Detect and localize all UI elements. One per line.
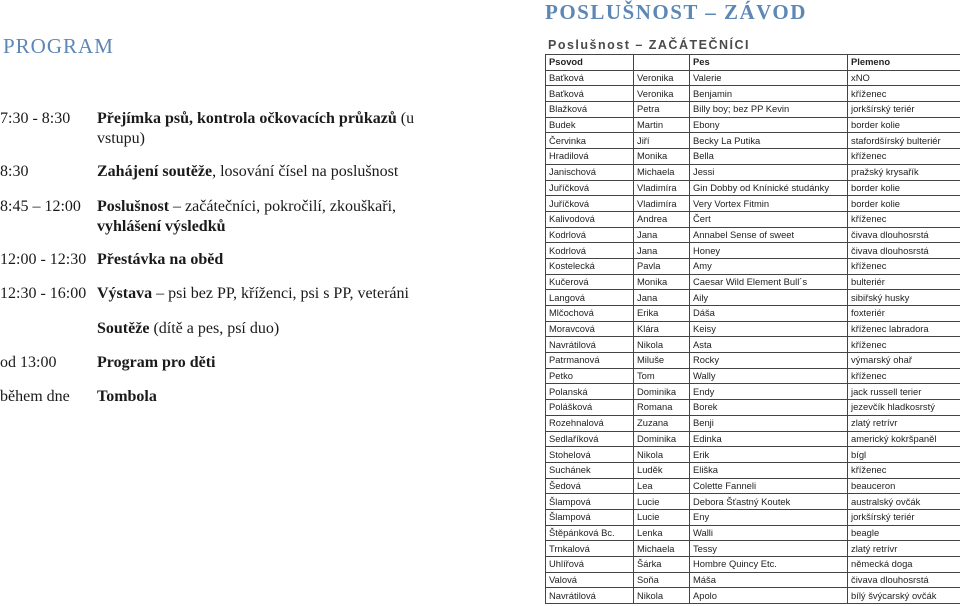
handler-firstname-cell: Petra [634,102,690,118]
handler-surname-cell: Valová [546,572,634,588]
handler-surname-cell: Juříčková [546,180,634,196]
dog-name-cell: Eny [690,509,848,525]
handler-surname-cell: Kalivodová [546,211,634,227]
table-row [546,509,960,525]
handler-surname-cell: Hradilová [546,149,634,165]
breed-cell: výmarský ohař [848,353,960,369]
handler-surname-cell: Polanská [546,384,634,400]
dog-name-cell: Walli [690,525,848,541]
handler-firstname-cell: Šárka [634,557,690,573]
breed-cell: stafordšírský bulteriér [848,133,960,149]
dog-name-cell: Valerie [690,70,848,86]
handler-firstname-cell: Lucie [634,509,690,525]
breed-cell: bígl [848,447,960,463]
program-time: 8:30 [0,163,29,180]
breed-cell: kříženec [848,86,960,102]
breed-cell: čivava dlouhosrstá [848,227,960,243]
breed-cell: sibiřský husky [848,290,960,306]
table-row [546,227,960,243]
handler-firstname-cell: Michaela [634,164,690,180]
handler-firstname-cell: Lea [634,478,690,494]
handler-firstname-cell: Vladimíra [634,180,690,196]
dog-name-cell: Gin Dobby od Knínické studánky [690,180,848,196]
table-row [546,337,960,353]
handler-surname-cell: Juříčková [546,196,634,212]
program-desc: Výstava – psi bez PP, kříženci, psi s PP, veteráni [97,285,409,302]
handler-surname-cell: Baťková [546,70,634,86]
handler-surname-cell: Navrátilová [546,337,634,353]
handler-firstname-cell: Soňa [634,572,690,588]
breed-cell: jorkšírský teriér [848,509,960,525]
participants-table [545,54,960,604]
breed-cell: zlatý retrívr [848,415,960,431]
dog-name-cell: Caesar Wild Element Bull´s [690,274,848,290]
handler-surname-cell: Navrátilová [546,588,634,604]
dog-name-cell: Becky La Putika [690,133,848,149]
breed-cell: bílý švýcarský ovčák [848,588,960,604]
handler-firstname-cell: Zuzana [634,415,690,431]
dog-name-cell: Aily [690,290,848,306]
dog-name-cell: Máša [690,572,848,588]
handler-firstname-cell: Nikola [634,337,690,353]
breed-cell: beauceron [848,478,960,494]
dog-name-cell: Endy [690,384,848,400]
handler-surname-cell: Šedová [546,478,634,494]
table-row [546,368,960,384]
dog-name-cell: Honey [690,243,848,259]
dog-name-cell: Benjamin [690,86,848,102]
program-desc: Přestávka na oběd [97,251,224,268]
results-title: POSLUŠNOST – ZÁVOD [545,0,807,24]
breed-cell: kříženec [848,337,960,353]
handler-firstname-cell: Michaela [634,541,690,557]
handler-firstname-cell: Nikola [634,588,690,604]
handler-firstname-cell: Vladimíra [634,196,690,212]
dog-name-cell: Hombre Quincy Etc. [690,557,848,573]
table-row [546,149,960,165]
handler-firstname-cell: Dominika [634,384,690,400]
table-row [546,196,960,212]
dog-name-cell: Apolo [690,588,848,604]
table-row [546,541,960,557]
handler-firstname-cell: Tom [634,368,690,384]
dog-name-cell: Colette Fanneli [690,478,848,494]
breed-cell: kříženec [848,462,960,478]
breed-cell: border kolie [848,180,960,196]
results-subtitle: Poslušnost – ZAČÁTEČNÍCI [548,38,750,52]
breed-cell: německá doga [848,557,960,573]
table-row [546,353,960,369]
handler-surname-cell: Kučerová [546,274,634,290]
program-time: 8:45 – 12:00 [0,198,81,215]
handler-firstname-cell: Jana [634,243,690,259]
dog-name-cell: Eliška [690,462,848,478]
breed-cell: australský ovčák [848,494,960,510]
dog-name-cell: Amy [690,258,848,274]
program-desc: Soutěže (dítě a pes, psí duo) [97,320,280,337]
handler-surname-cell: Štěpánková Bc. [546,525,634,541]
header-breed: Plemeno [848,55,960,71]
breed-cell: bulteriér [848,274,960,290]
program-section [0,0,430,606]
breed-cell: border kolie [848,196,960,212]
handler-firstname-cell: Romana [634,400,690,416]
table-row [546,274,960,290]
handler-firstname-cell: Jiří [634,133,690,149]
breed-cell: foxteriér [848,306,960,322]
handler-firstname-cell: Jana [634,227,690,243]
dog-name-cell: Borek [690,400,848,416]
breed-cell: kříženec [848,149,960,165]
header-handler: Psovod [546,55,634,71]
dog-name-cell: Ebony [690,117,848,133]
handler-surname-cell: Trnkalová [546,541,634,557]
handler-firstname-cell: Monika [634,149,690,165]
table-row [546,180,960,196]
handler-firstname-cell: Jana [634,290,690,306]
handler-firstname-cell: Andrea [634,211,690,227]
handler-firstname-cell: Nikola [634,447,690,463]
table-row [546,321,960,337]
table-row [546,211,960,227]
breed-cell: border kolie [848,117,960,133]
table-row [546,462,960,478]
handler-firstname-cell: Lenka [634,525,690,541]
handler-surname-cell: Sedlaříková [546,431,634,447]
handler-firstname-cell: Monika [634,274,690,290]
breed-cell: americký kokršpaněl [848,431,960,447]
table-row [546,164,960,180]
dog-name-cell: Asta [690,337,848,353]
table-row [546,525,960,541]
program-time: od 13:00 [0,354,57,371]
handler-surname-cell: Kodrlová [546,227,634,243]
breed-cell: jorkšírský teriér [848,102,960,118]
handler-surname-cell: Petko [546,368,634,384]
table-row [546,306,960,322]
breed-cell: čivava dlouhosrstá [848,572,960,588]
program-desc: Přejímka psů, kontrola očkovacích průkazů (u vstupu) [97,110,415,147]
header-handler-firstname [634,55,690,71]
handler-surname-cell: Stohelová [546,447,634,463]
breed-cell: jezevčík hladkosrstý [848,400,960,416]
dog-name-cell: Jessi [690,164,848,180]
results-section [545,0,960,606]
program-time: 7:30 - 8:30 [0,110,71,127]
dog-name-cell: Bella [690,149,848,165]
dog-name-cell: Keisy [690,321,848,337]
handler-firstname-cell: Luděk [634,462,690,478]
table-row [546,70,960,86]
table-row [546,258,960,274]
handler-surname-cell: Kostelecká [546,258,634,274]
table-row [546,431,960,447]
handler-firstname-cell: Martin [634,117,690,133]
program-title: PROGRAM [3,34,114,58]
handler-firstname-cell: Dominika [634,431,690,447]
handler-surname-cell: Baťková [546,86,634,102]
table-row [546,243,960,259]
breed-cell: jack russell terier [848,384,960,400]
program-time: 12:30 - 16:00 [0,285,87,302]
dog-name-cell: Rocky [690,353,848,369]
handler-surname-cell: Uhlířová [546,557,634,573]
breed-cell: kříženec [848,368,960,384]
program-desc: Poslušnost – začátečníci, pokročilí, zkouškaři, vyhlášení výsledků [97,198,397,235]
handler-surname-cell: Červinka [546,133,634,149]
handler-surname-cell: Blažková [546,102,634,118]
program-time: 12:00 - 12:30 [0,251,87,268]
handler-firstname-cell: Klára [634,321,690,337]
handler-surname-cell: Moravcová [546,321,634,337]
handler-firstname-cell: Veronika [634,70,690,86]
dog-name-cell: Billy boy; bez PP Kevin [690,102,848,118]
dog-name-cell: Benji [690,415,848,431]
header-dog: Pes [690,55,848,71]
dog-name-cell: Dáša [690,306,848,322]
dog-name-cell: Debora Šťastný Koutek [690,494,848,510]
program-desc: Tombola [97,388,157,405]
table-row [546,415,960,431]
breed-cell: kříženec [848,258,960,274]
breed-cell: beagle [848,525,960,541]
handler-surname-cell: Kodrlová [546,243,634,259]
dog-name-cell: Very Vortex Fitmin [690,196,848,212]
program-desc: Program pro děti [97,354,216,371]
table-row [546,400,960,416]
handler-surname-cell: Šlampová [546,494,634,510]
table-row [546,102,960,118]
table-row [546,290,960,306]
dog-name-cell: Wally [690,368,848,384]
handler-firstname-cell: Pavla [634,258,690,274]
handler-firstname-cell: Lucie [634,494,690,510]
breed-cell: kříženec labradora [848,321,960,337]
handler-surname-cell: Rozehnalová [546,415,634,431]
breed-cell: pražský krysařík [848,164,960,180]
program-time: během dne [0,388,70,405]
handler-surname-cell: Patrmanová [546,353,634,369]
table-header-row [546,55,960,71]
dog-name-cell: Edinka [690,431,848,447]
table-body [546,70,960,603]
table-row [546,447,960,463]
handler-surname-cell: Šlampová [546,509,634,525]
breed-cell: xNO [848,70,960,86]
handler-firstname-cell: Miluše [634,353,690,369]
table-row [546,572,960,588]
dog-name-cell: Tessy [690,541,848,557]
breed-cell: zlatý retrívr [848,541,960,557]
table-row [546,384,960,400]
handler-surname-cell: Suchánek [546,462,634,478]
program-desc: Zahájení soutěže, losování čísel na poslušnost [97,163,399,180]
handler-surname-cell: Mlčochová [546,306,634,322]
breed-cell: kříženec [848,211,960,227]
table-row [546,478,960,494]
table-row [546,117,960,133]
dog-name-cell: Annabel Sense of sweet [690,227,848,243]
dog-name-cell: Čert [690,211,848,227]
handler-firstname-cell: Veronika [634,86,690,102]
dog-name-cell: Erik [690,447,848,463]
handler-surname-cell: Budek [546,117,634,133]
table-row [546,133,960,149]
handler-surname-cell: Langová [546,290,634,306]
table-row [546,494,960,510]
handler-firstname-cell: Erika [634,306,690,322]
table-row [546,557,960,573]
handler-surname-cell: Polášková [546,400,634,416]
table-row [546,86,960,102]
breed-cell: čivava dlouhosrstá [848,243,960,259]
table-row [546,588,960,604]
handler-surname-cell: Janischová [546,164,634,180]
